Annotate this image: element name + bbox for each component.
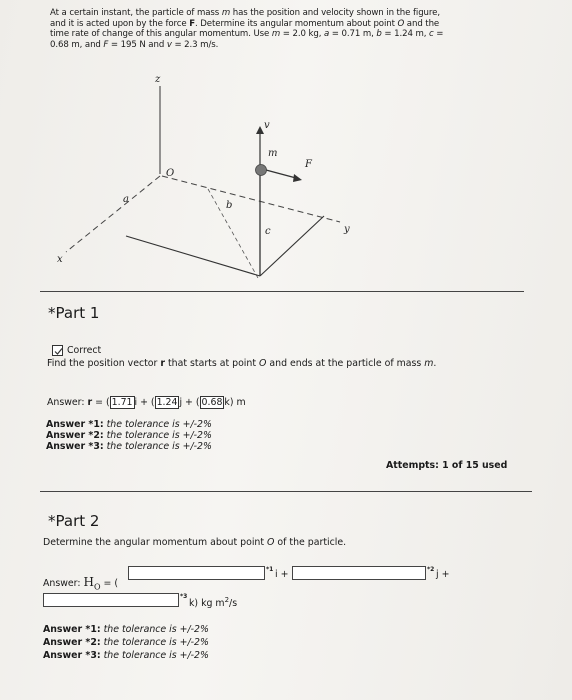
attempts-count: Attempts: 1 of 15 used <box>386 460 508 471</box>
problem-text: = 1.24 m, <box>381 29 430 40</box>
force-arrow <box>266 170 296 178</box>
answer-text: = ( <box>92 397 110 408</box>
label-y: y <box>344 224 350 235</box>
question-text: that starts at point <box>165 358 260 369</box>
part1-title: *Part 1 <box>48 304 100 322</box>
tolerance-1 <box>43 624 209 635</box>
problem-text: = 0.71 m, <box>329 29 377 40</box>
tol-text: the tolerance is +/-2% <box>100 637 209 648</box>
tol-text: the tolerance is +/-2% <box>100 624 209 635</box>
problem-text: = 2.0 kg, <box>280 29 324 40</box>
divider <box>40 491 532 492</box>
answer-label: Answer: <box>47 397 88 408</box>
problem-text: time rate of change of this angular momentum. Use <box>50 29 272 40</box>
part2-question <box>43 537 346 548</box>
tolerance-3 <box>43 650 209 661</box>
answer-1-value[interactable]: 1.71 <box>111 397 133 408</box>
var-r: r <box>87 397 93 408</box>
answer-label: Answer: <box>43 578 84 589</box>
label-O: O <box>166 168 175 179</box>
base-line-c <box>260 216 324 276</box>
problem-text: = 195 N and <box>108 39 167 50</box>
tol-label: Answer *1: <box>46 419 104 430</box>
unit-i: i + <box>275 569 289 580</box>
tol-text: the tolerance is +/-2% <box>100 650 209 661</box>
tol-label: Answer *3: <box>43 650 101 661</box>
var-H-letter: H <box>83 575 94 589</box>
problem-text: . Determine its angular momentum about point <box>195 18 398 29</box>
answer-text: = ( <box>100 578 119 589</box>
var-O: O <box>397 18 405 29</box>
answer-text: k) m <box>224 397 246 408</box>
label-c: c <box>265 226 271 237</box>
question-text: . <box>433 358 437 369</box>
var-O: O <box>259 358 267 369</box>
angular-momentum-i-input[interactable] <box>128 566 265 580</box>
unit-sup: 2 <box>224 596 230 604</box>
problem-text: At a certain instant, the particle of mass <box>50 8 222 18</box>
answer-text: i + ( <box>134 397 155 408</box>
divider <box>40 291 524 292</box>
answer-3-value[interactable]: 0.68 <box>201 397 223 408</box>
label-m: m <box>268 148 278 159</box>
problem-text: and it is acted upon by the force <box>50 18 190 29</box>
particle-mass <box>256 165 267 176</box>
var-v: v <box>166 39 172 50</box>
var-m: m <box>221 8 231 18</box>
answer-2-value[interactable]: 1.24 <box>156 397 178 408</box>
answer-tag-1: *1 <box>266 566 274 573</box>
unit-text: k) kg m <box>189 598 225 610</box>
var-m: m <box>424 358 434 369</box>
tolerance-2 <box>46 430 212 441</box>
x-axis <box>66 176 160 252</box>
tol-label: Answer *2: <box>46 430 104 441</box>
label-b: b <box>226 200 233 211</box>
base-line-a <box>126 236 260 276</box>
var-c: c <box>429 29 434 40</box>
tol-text: the tolerance is +/-2% <box>103 441 212 452</box>
unit-text: /s <box>229 598 238 610</box>
question-text: Determine the angular momentum about point <box>43 537 268 548</box>
question-text: Find the position vector <box>47 358 161 369</box>
question-text: and ends at the particle of mass <box>266 358 425 369</box>
var-b: b <box>376 29 382 40</box>
var-H <box>83 575 101 592</box>
label-F: F <box>305 159 312 170</box>
label-a: a <box>123 194 129 205</box>
tol-text: the tolerance is +/-2% <box>103 430 212 441</box>
tol-label: Answer *1: <box>43 624 101 635</box>
dashed-line <box>208 189 258 278</box>
label-x: x <box>57 254 63 265</box>
angular-momentum-k-input[interactable] <box>43 593 179 607</box>
unit-k <box>189 596 237 609</box>
problem-text: has the position and velocity shown in the figure, <box>230 8 440 18</box>
part1-question <box>47 358 436 369</box>
var-O: O <box>267 537 275 548</box>
part1-answer-row <box>47 396 246 409</box>
problem-text: = <box>433 29 444 40</box>
tol-label: Answer *3: <box>46 441 104 452</box>
correct-status: Correct <box>67 345 102 356</box>
label-z: z <box>155 74 161 85</box>
var-F: F <box>189 18 196 29</box>
problem-figure <box>0 0 572 290</box>
var-m: m <box>271 29 281 40</box>
var-r: r <box>160 358 166 369</box>
angular-momentum-j-input[interactable] <box>292 566 426 580</box>
problem-text: and the <box>404 18 440 29</box>
unit-j: j + <box>436 569 450 580</box>
part2-title: *Part 2 <box>48 512 100 530</box>
tolerance-3 <box>46 441 212 452</box>
tol-label: Answer *2: <box>43 637 101 648</box>
answer-tag-3: *3 <box>180 593 188 600</box>
answer-text: j + ( <box>179 397 200 408</box>
var-F: F <box>103 39 109 50</box>
force-arrowhead <box>293 174 302 182</box>
tolerance-1 <box>46 419 212 430</box>
problem-text: 0.68 m, and <box>50 39 104 50</box>
question-text: of the particle. <box>274 537 347 548</box>
velocity-arrowhead <box>256 126 264 134</box>
tol-text: the tolerance is +/-2% <box>103 419 212 430</box>
label-v: v <box>264 120 270 131</box>
problem-text: = 2.3 m/s. <box>171 39 219 50</box>
tolerance-2 <box>43 637 209 648</box>
part2-answer-label <box>43 575 118 591</box>
var-a: a <box>323 29 330 40</box>
var-H-subscript: O <box>93 582 101 592</box>
correct-check-icon <box>52 345 63 356</box>
y-axis <box>162 176 340 222</box>
answer-tag-2: *2 <box>427 566 435 573</box>
